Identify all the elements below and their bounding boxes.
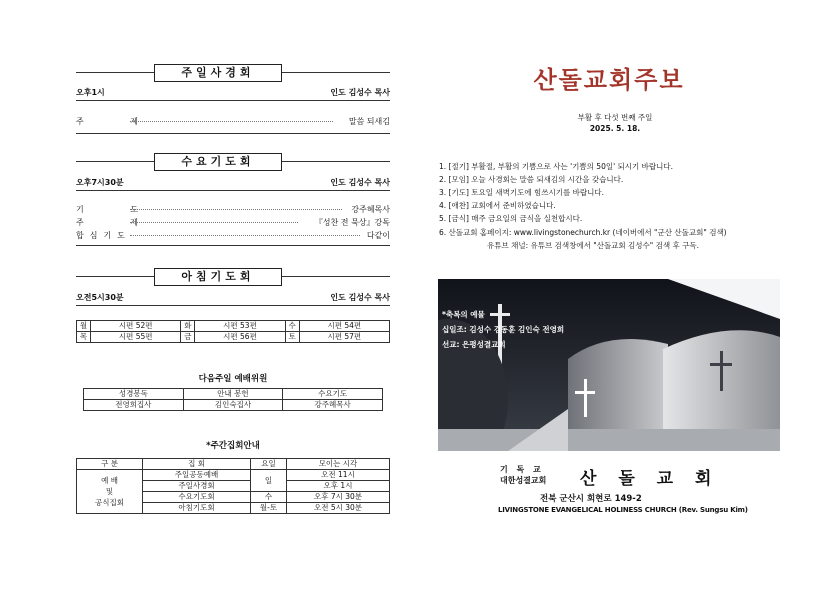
dawn-time: 오전5시30분 [76, 293, 124, 302]
weekly-schedule-table [76, 458, 390, 514]
notice-item: 5. [금식] 매주 금요일의 금식을 실천합시다. [439, 214, 583, 223]
leader-dots [130, 222, 298, 223]
leader-dots [130, 209, 342, 210]
table-row [77, 321, 390, 332]
table-row [84, 389, 383, 400]
table-header: 안내 봉헌 [183, 389, 283, 400]
dawn-prayer-title: 아침기도회 [154, 268, 282, 286]
wednesday-row-value: 다같이 [366, 231, 390, 240]
category-line: 예 배 [101, 476, 118, 485]
dawn-leader: 인도 김성수 목사 [330, 293, 390, 302]
notice-item: 2. [모임] 오늘 사경회는 말씀 되새김의 시간을 갖습니다. [439, 175, 624, 184]
table-cell: 시편 57편 [299, 332, 389, 343]
table-cell: 월 [77, 321, 91, 332]
church-address: 전북 군산시 회현로 149-2 [540, 494, 642, 504]
next-week-table [83, 388, 383, 411]
wednesday-title: 수요기도회 [154, 153, 282, 171]
psalm-schedule-table [76, 320, 390, 343]
title-rule-right [282, 161, 390, 162]
wednesday-row-value: 강주혜목사 [351, 205, 390, 214]
leader-dots [130, 121, 333, 122]
wednesday-row-label: 기 도 [76, 205, 160, 214]
offering-mission: 선교: 은평성결교회 [442, 340, 506, 349]
category-line: 및 [105, 487, 114, 496]
divider [76, 305, 390, 306]
church-photo [438, 279, 780, 451]
table-cell: 강주혜목사 [283, 400, 383, 411]
table-cell: 수 [285, 321, 299, 332]
wednesday-row-label: 주 제 [76, 218, 160, 227]
offering-heading: *축복의 예물 [442, 310, 485, 319]
weekly-schedule-title: *주간집회안내 [206, 441, 260, 451]
category-cell [77, 470, 143, 514]
divider [76, 133, 390, 134]
wednesday-row-label: 합심기도 [76, 231, 131, 240]
category-line: 공식집회 [95, 498, 124, 507]
divider [76, 245, 390, 246]
denomination-bottom: 대한성결교회 [500, 476, 547, 485]
table-header: 요일 [251, 459, 287, 470]
table-cell: 목 [77, 332, 91, 343]
sunday-row-value: 말씀 되새김 [348, 117, 390, 126]
church-building-illustration [438, 279, 780, 451]
table-cell: 오후 1시 [287, 481, 390, 492]
notice-item: 1. [절기] 부활절, 부활의 기쁨으로 사는 '기쁨의 50일' 되시기 바랍니다. [439, 162, 674, 171]
title-rule-left [76, 276, 154, 277]
bulletin-title: 산돌교회주보 [533, 66, 685, 94]
title-rule-right [282, 72, 390, 73]
table-row [77, 459, 390, 470]
table-cell: 토 [285, 332, 299, 343]
table-cell: 시편 55편 [91, 332, 181, 343]
wednesday-time: 오후7시30분 [76, 178, 124, 187]
table-row [84, 400, 383, 411]
table-cell: 주일사경회 [143, 481, 251, 492]
title-rule-left [76, 72, 154, 73]
church-name: 산 돌 교 회 [580, 469, 720, 489]
table-cell: 오전 11시 [287, 470, 390, 481]
notice-item: 3. [기도] 토요일 새벽기도에 힘쓰시기를 바랍니다. [439, 188, 604, 197]
divider [76, 190, 390, 191]
title-rule-right [282, 276, 390, 277]
table-cell: 전영희집사 [84, 400, 184, 411]
wednesday-leader: 인도 김성수 목사 [330, 178, 390, 187]
table-cell: 시편 52편 [91, 321, 181, 332]
table-cell: 화 [181, 321, 195, 332]
notice-item: 6. 산돌교회 홈페이지: www.livingstonechurch.kr (네이버에서 "군산 산돌교회" 검색) [439, 228, 727, 237]
table-cell: 주일공동예배 [143, 470, 251, 481]
offering-tithe: 십일조: 김성수 김동훈 김인숙 전영희 [442, 325, 565, 334]
table-cell: 일 [251, 470, 287, 492]
next-week-title: 다음주일 예배위원 [198, 374, 268, 384]
table-cell: 김인숙집사 [183, 400, 283, 411]
sunday-leader: 인도 김성수 목사 [330, 88, 390, 97]
table-cell: 시편 56편 [195, 332, 285, 343]
bulletin-date: 2025. 5. 18. [589, 124, 641, 133]
table-cell: 금 [181, 332, 195, 343]
denomination-top: 기 독 교 [500, 465, 544, 474]
notice-item: 4. [애찬] 교회에서 준비하였습니다. [439, 201, 556, 210]
table-cell: 오전 5시 30분 [287, 503, 390, 514]
sunday-row-label: 주 제 [76, 117, 160, 126]
table-cell: 수 [251, 492, 287, 503]
title-rule-left [76, 161, 154, 162]
leader-dots [130, 235, 360, 236]
church-english-name: LIVINGSTONE EVANGELICAL HOLINESS CHURCH (Rev. Sungsu Kim) [498, 506, 748, 514]
table-header: 집 회 [143, 459, 251, 470]
liturgical-week: 부활 후 다섯 번째 주일 [577, 113, 653, 122]
table-row [77, 470, 390, 481]
table-cell: 오후 7시 30분 [287, 492, 390, 503]
divider [76, 100, 390, 101]
table-header: 수요기도 [283, 389, 383, 400]
notice-item: 유튜브 채널: 유튜브 검색창에서 "산돌교회 김성수" 검색 후 구독. [487, 241, 700, 250]
table-row [77, 332, 390, 343]
table-header: 모이는 시각 [287, 459, 390, 470]
table-header: 구 분 [77, 459, 143, 470]
sunday-service-title: 주일사경회 [154, 64, 282, 82]
table-cell: 시편 54편 [299, 321, 389, 332]
table-cell: 시편 53편 [195, 321, 285, 332]
sunday-time: 오후1시 [76, 88, 105, 97]
table-cell: 아침기도회 [143, 503, 251, 514]
wednesday-row-value: 『성찬 전 묵상』강독 [314, 218, 390, 227]
table-cell: 월-토 [251, 503, 287, 514]
table-cell: 수요기도회 [143, 492, 251, 503]
table-header: 성경봉독 [84, 389, 184, 400]
